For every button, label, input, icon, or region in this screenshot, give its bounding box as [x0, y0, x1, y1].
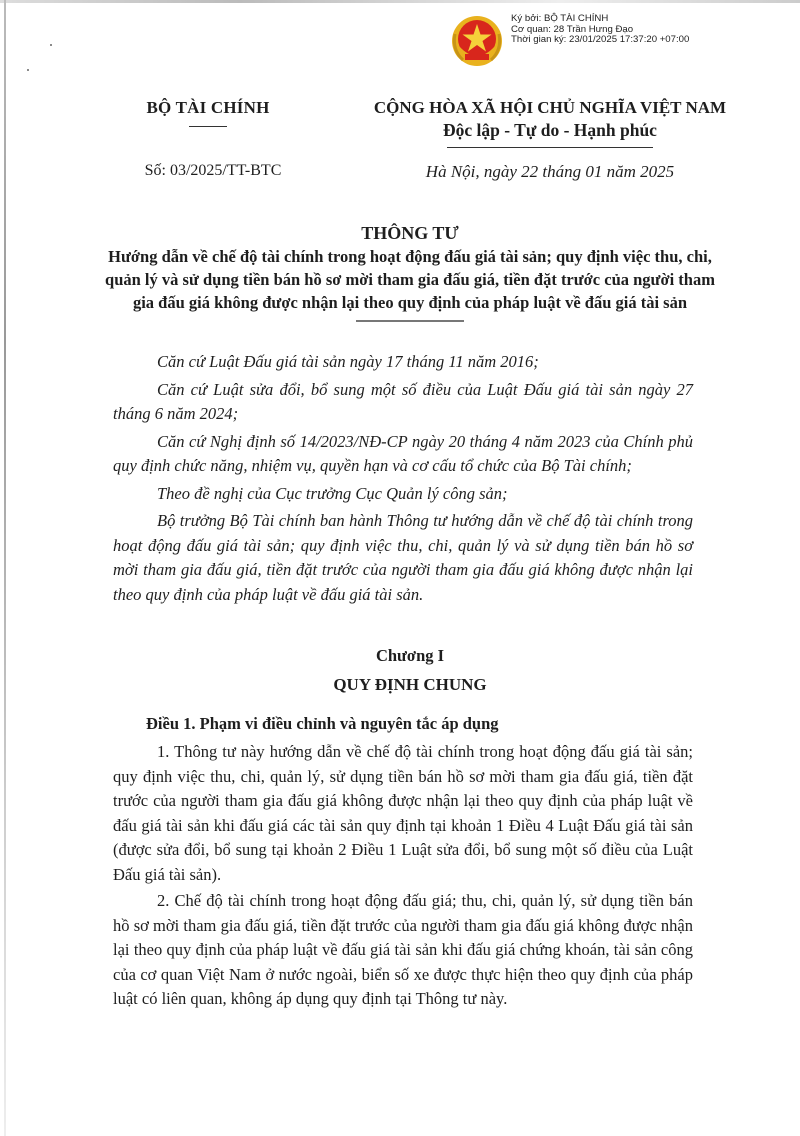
place-and-date: Hà Nội, ngày 22 tháng 01 năm 2025 — [425, 162, 675, 181]
signing-time: Thời gian ký: 23/01/2025 17:37:20 +07:00 — [511, 34, 690, 45]
issuing-agency: BỘ TÀI CHÍNH — [146, 98, 270, 117]
signing-agency: Cơ quan: 28 Trần Hưng Đạo — [511, 23, 634, 35]
signed-by: Ký bởi: BỘ TÀI CHÍNH — [511, 13, 609, 24]
chapter-number: Chương I — [375, 646, 445, 665]
document-subject: Hướng dẫn về chế độ tài chính trong hoạt động đấu giá tài sản; quy định việc thu, chi, quản lý và sử dụng tiền bán hồ sơ mời tham gia đấu giá, tiền đặt trước của người tham gia đấu giá không được nhận lại theo quy định của pháp luật về đấu giá tài sản — [105, 247, 715, 312]
nation-name: CỘNG HÒA XÃ HỘI CHỦ NGHĨA VIỆT NAM — [373, 98, 727, 117]
national-title-block — [330, 98, 770, 148]
proposal-paragraph: Theo đề nghị của Cục trưởng Cục Quản lý công sản; — [157, 483, 508, 503]
title-underline — [356, 320, 464, 322]
article-body — [113, 740, 693, 1014]
legal-basis-paragraph: Căn cứ Nghị định số 14/2023/NĐ-CP ngày 20 tháng 4 năm 2023 của Chính phủ quy định chức năng, nhiệm vụ, quyền hạn và cơ cấu tổ chức của Bộ Tài chính; — [113, 431, 693, 475]
scan-speck — [27, 69, 29, 71]
scan-top-edge — [0, 0, 800, 3]
scan-speck — [50, 44, 52, 46]
preamble — [113, 350, 693, 610]
legal-basis-paragraph: Căn cứ Luật Đấu giá tài sản ngày 17 tháng 11 năm 2016; — [157, 352, 539, 371]
document-type: THÔNG TƯ — [361, 223, 459, 243]
chapter-heading — [100, 645, 720, 697]
document-number: Số: 03/2025/TT-BTC — [144, 162, 282, 179]
article-clause: 2. Chế độ tài chính trong hoạt động đấu giá; thu, chi, quản lý, sử dụng tiền bán hồ sơ mời tham gia đấu giá, tiền đặt trước của người tham gia đấu giá không được nhận lại theo quy định của pháp luật về đấu giá tài sản khi đấu giá chứng khoán, tài sản công của cơ quan Việt Nam ở nước ngoài, biển số xe được thực hiện theo quy định của pháp luật có liên quan, không áp dụng quy định tại Thông tư này. — [113, 891, 693, 1008]
document-title-block — [100, 222, 720, 322]
motto-underline — [447, 147, 653, 148]
legal-basis-paragraph: Căn cứ Luật sửa đổi, bổ sung một số điều của Luật Đấu giá tài sản ngày 27 tháng 6 năm 2024; — [113, 379, 693, 423]
issuance-paragraph: Bộ trưởng Bộ Tài chính ban hành Thông tư hướng dẫn về chế độ tài chính trong hoạt động đấu giá tài sản; quy định việc thu, chi, quản lý và sử dụng tiền bán hồ sơ mời tham gia đấu giá, tiền đặt trước của người tham gia đấu giá không được nhận lại theo quy định của pháp luật về đấu giá tài sản. — [113, 511, 693, 604]
digital-signature-stamp — [449, 12, 789, 74]
scan-left-edge — [4, 0, 6, 1136]
chapter-name: QUY ĐỊNH CHUNG — [333, 675, 487, 694]
national-motto: Độc lập - Tự do - Hạnh phúc — [443, 120, 657, 140]
national-emblem-icon — [449, 14, 505, 72]
issuing-agency-block — [120, 98, 296, 127]
article-clause: 1. Thông tư này hướng dẫn về chế độ tài chính trong hoạt động đấu giá tài sản; quy định việc thu, chi, quản lý, sử dụng tiền bán hồ sơ mời tham gia đấu giá, tiền đặt trước của người tham gia đấu giá không được nhận lại theo quy định của pháp luật về đấu giá tài sản khi đấu giá các tài sản quy định tại khoản 1 Điều 4 Luật Đấu giá tài sản (được sửa đổi, bổ sung tại khoản 2 Điều 1 Luật sửa đổi, bổ sung một số điều của Luật Đấu giá tài sản). — [113, 742, 693, 884]
article-title: Điều 1. Phạm vi điều chỉnh và nguyên tắc áp dụng — [146, 714, 499, 733]
agency-underline — [189, 126, 227, 127]
